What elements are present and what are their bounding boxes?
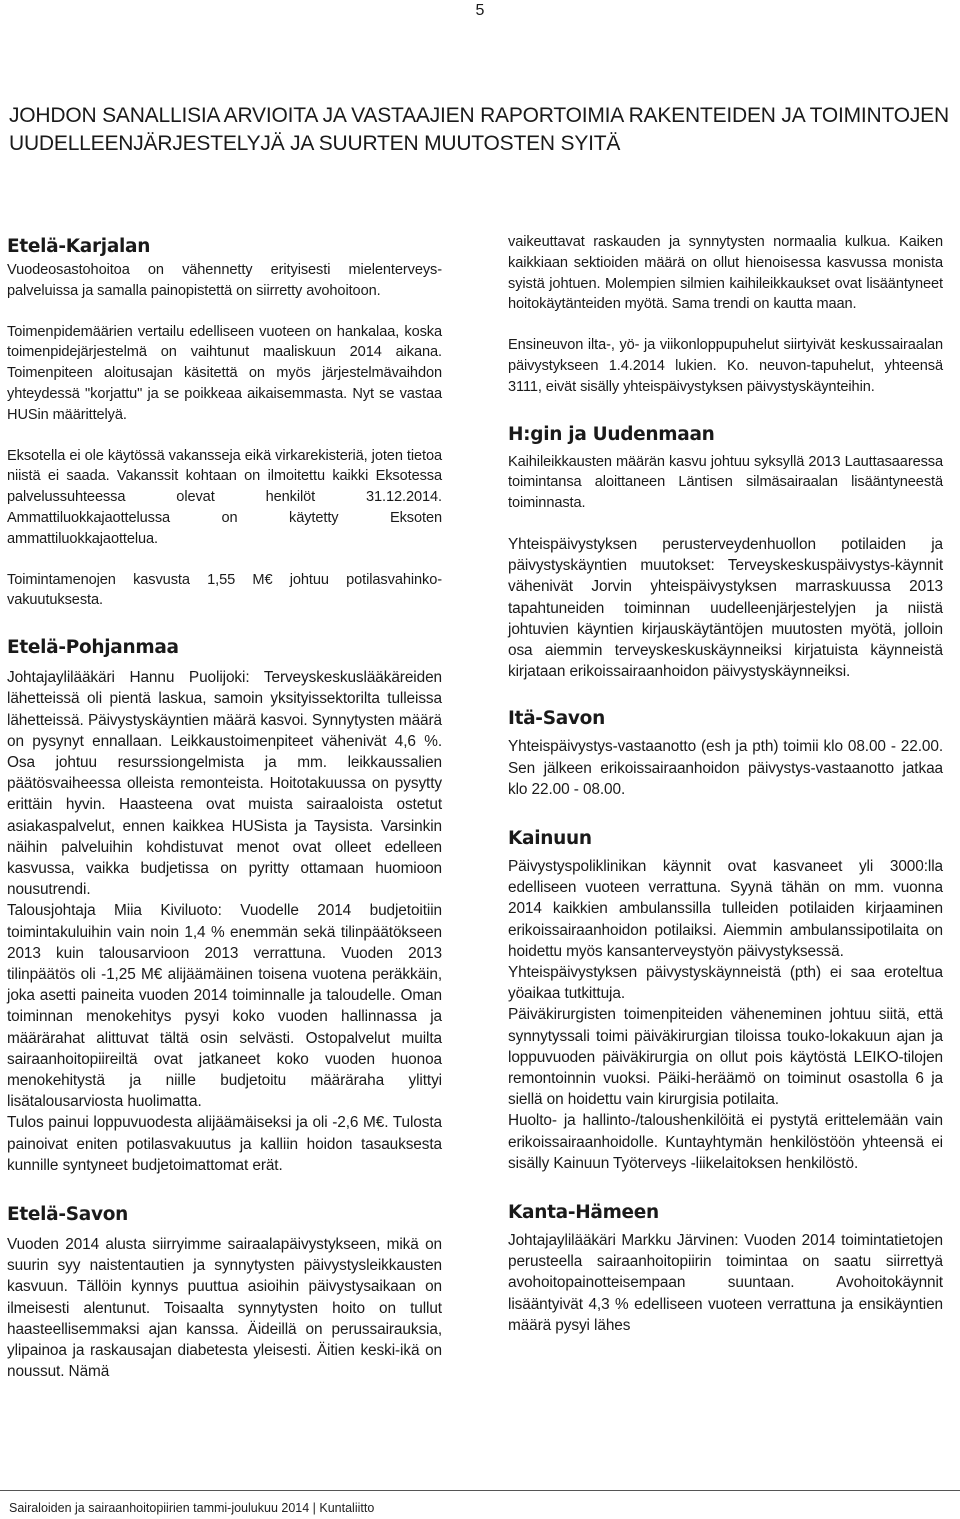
paragraph: Tulos painui loppuvuodesta alijäämäiseksi ja oli -2,6 M€. Tulosta painoivat eniten potilasvakuutus ja kalliin hoidon tasauksesta kunnille syntyneet budjetoimattomat erät.	[7, 1114, 442, 1174]
section-heading-etela-karjalan: Etelä-Karjalan	[7, 236, 151, 257]
page-footer	[0, 1490, 960, 1515]
section-heading-ita-savon: Itä-Savon	[508, 708, 605, 730]
paragraph: Vuodeosastohoitoa on vähennetty erityisesti mielenterveys-palveluissa ja samalla painopistettä on siirretty avohoitoon.	[7, 262, 442, 299]
right-column	[508, 232, 943, 1336]
page-number: 5	[475, 2, 485, 19]
paragraph: Vuoden 2014 alusta siirryimme sairaalapäivystykseen, mikä on suurin syy naistentautien ja synnytysten päivystysleikkausten kasvuun. Tällöin kynnys puuttua asioihin päivystysaikaan on ilmeisesti alentunut. Toisaalta synnytysten hoito on tullut haasteellisemmaksi ajan kanssa. Äideillä on perussairauksia, ylipainoa ja raskausajan diabetesta yleisesti. Äitien keski-ikä on noussut. Nämä	[7, 1236, 442, 1381]
paragraph: Päivystyspoliklinikan käynnit ovat kasvaneet yli 3000:lla edelliseen vuoteen verrattuna. Syynä tähän on mm. vuonna 2014 kaikkien ambulanssilla tulleiden potilaiden kirjaaminen erikoissairaanhoidon potilaiksi. Aiemmin ambulanssipotilaita on hoidettu myös kansanterveystyön päivystyksessä.	[508, 858, 943, 960]
footer-divider	[0, 1490, 960, 1491]
paragraph: Ensineuvon ilta-, yö- ja viikonloppupuhelut siirtyivät keskussairaalan päivystykseen 1.4.2014 lukien. Ko. neuvon-tapuhelut, yhteensä 3111, eivät sisälly yhteispäivystyksen päivystyskäynteihin.	[508, 337, 943, 395]
left-column	[7, 234, 442, 1382]
paragraph: Yhteispäivystys-vastaanotto (esh ja pth) toimii klo 08.00 - 22.00. Sen jälkeen erikoissairaanhoidon päivystys-vastaanotto jatkaa klo 22.00 - 08.00.	[508, 738, 943, 798]
paragraph: Toimintamenojen kasvusta 1,55 M€ johtuu potilasvahinko-vakuutuksesta.	[7, 571, 442, 609]
section-heading-etela-pohjanmaa: Etelä-Pohjanmaa	[7, 637, 179, 659]
paragraph: Kaihileikkausten määrän kasvu johtuu syksyllä 2013 Lauttasaaressa toimintansa aloittaneen Läntisen silmäsairaalan lisääntyneestä toiminnasta.	[508, 453, 943, 512]
paragraph: Toimenpidemäärien vertailu edelliseen vuoteen on hankalaa, koska toimenpidejärjestelmä on vaihtunut maaliskuun 2014 aikana. Toimenpiteen aloitusajan käsitettä on myös järjestelmävaihdon yhteydessä "korjattu" ja se poikkeaa aikaisemmasta. Nyt se vastaa HUSin määrittelyä.	[7, 323, 442, 423]
paragraph: Huolto- ja hallinto-/taloushenkilöitä ei pystytä erittelemään vain erikoissairaanhoidolle. Kuntayhtymän henkilöstöön yhteensä ei sisälly Kainuun Työterveys -liikelaitoksen henkilöstö.	[508, 1112, 943, 1172]
section-heading-kanta-hameen: Kanta-Hämeen	[508, 1202, 659, 1224]
section-heading-hgin-ja-uudenmaan: H:gin ja Uudenmaan	[508, 423, 715, 445]
paragraph: Talousjohtaja Miia Kiviluoto: Vuodelle 2014 budjetoitiin toimintakuluihin vain noin 1,4 % enemmän sekä tilinpäätökseen 2013 kuin talousarvioon 2013 verrattuna. Vuoden 2013 tilinpäätös oli -1,25 M€ alijäämäinen toisena vuotena peräkkäin, joka asetti paineita vuoden 2014 toiminnalle ja taloudelle. Oman toiminnan menokehitys pysyi koko vuoden hallinnassa ja määrärahat alittuvat tältä osin selvästi. Ostopalvelut muilta sairaanhoitopiireiltä ovat jatkaneet koko vuoden huonoa menokehitystä ja niille budjetoitu määräraha ylittyi lisätalousarviosta huolimatta.	[7, 902, 442, 1111]
footer-text: Sairaloiden ja sairaanhoitopiirien tammi-joulukuu 2014 | Kuntaliitto	[9, 1501, 375, 1515]
section-heading-kainuun: Kainuun	[508, 828, 592, 849]
paragraph: Päiväkirurgisten toimenpiteiden väheneminen johtuu siitä, että synnytyssali toimi päiväkirurgian tiloissa touko-lokakuun ajan ja loppuvuoden päiväkirurgia on ollut pois käytöstä LEIKO-tilojen remontoinnin vuoksi. Päiki-heräämö on toiminut osastolla 6 ja siellä on hoidettu vain kirurgisia potilaita.	[508, 1006, 943, 1109]
page-title: JOHDON SANALLISIA ARVIOITA JA VASTAAJIEN RAPORTOIMIA RAKENTEIDEN JA TOIMINTOJEN UUDELLEENJÄRJESTELYJÄ JA SUURTEN MUUTOSTEN SYITÄ	[9, 104, 949, 155]
paragraph: Yhteispäivystyksen perusterveydenhuollon potilaiden ja päivystyskäyntien muutokset: Terveyskeskuspäivystys-käynnit vähenivät Jorvin yhteispäivystyksen marraskuussa 2013 tapahtuneiden toiminnan uudelleenjärjestelyjen ja niistä johtuvien käyntien kirjauskäytäntöjen muutosten myötä, jolloin osa aiemmin terveyskeskuskäynneiksi kirjatuista käynneistä kirjataan erikoissairaanhoidon päivystyskäynneiksi.	[508, 535, 943, 681]
paragraph: Johtajaylilääkäri Hannu Puolijoki: Terveyskeskuslääkäreiden lähetteissä oli pientä laskua, samoin yksityissektorilta tulleissa lähetteissä. Päivystyskäyntien määrä kasvoi. Synnytysten määrä on pysynyt ennallaan. Leikkaustoimenpiteet vähenivät 4,6 %. Osa johtuu resurssiongelmista ja mm. leikkaussalien päätösvaiheessa olleista remonteista. Hoitotakuussa on pysytty erittäin hyvin. Haasteena ovat muista sairaaloista ostetut asiakaspalvelut, ennen kaikkea HUSista ja Taysista. Varsinkin näihin palveluihin kohdistuvat menot ovat olleet edelleen kasvussa, vaikka budjetissa on pyritty ottamaan huomioon nousutrendi.	[7, 669, 442, 899]
paragraph: vaikeuttavat raskauden ja synnytysten normaalia kulkua. Kaiken kaikkiaan sektioiden määrä on ollut hienoisessa kasvussa monista syistä johtuen. Molempien silmien kaihileikkaukset ovat lisääntyneet hoitokäytänteiden myötä. Sama trendi on kautta maan.	[508, 234, 943, 313]
paragraph: Johtajaylilääkäri Markku Järvinen: Vuoden 2014 toimintatietojen perusteella sairaanhoitopiirin toimintaa on saatu siirrettyä avohoitopainotteisempaan suuntaan. Avohoitokäynnit lisääntyivät 4,3 % edelliseen vuoteen verrattuna ja ensikäyntien määrä pysyi lähes	[508, 1232, 943, 1334]
section-heading-etela-savon: Etelä-Savon	[7, 1204, 128, 1226]
paragraph: Yhteispäivystyksen päivystyskäynneistä (pth) ei saa eroteltua yöaikaa tutkittuja.	[508, 964, 943, 1003]
paragraph: Eksotella ei ole käytössä vakansseja eikä virkarekisteriä, joten tietoa niistä ei saada. Vakanssit kohtaan on ilmoitettu kaikki Eksotessa palvelussuhteessa olevat henkilöt 31.12.2014. Ammattiluokkajaottelussa on käytetty Eksoten ammattiluokkajaottelua.	[7, 447, 442, 547]
